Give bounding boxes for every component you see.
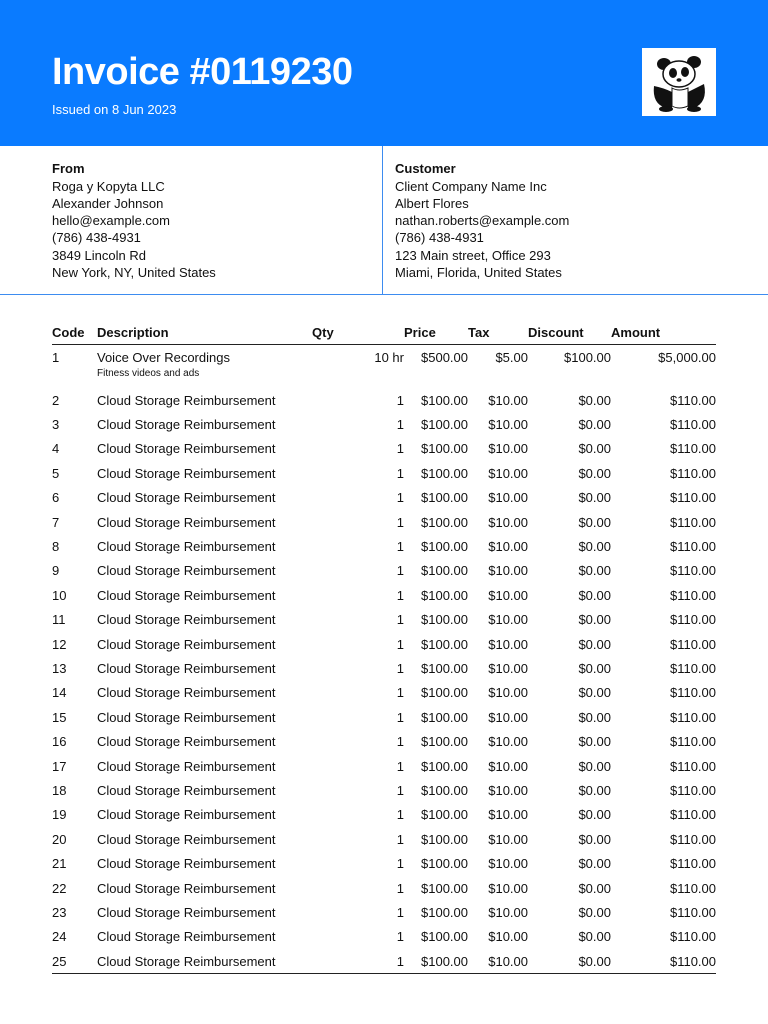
cell-amount: $110.00 xyxy=(669,709,716,725)
invoice-header xyxy=(0,0,768,146)
cell-qty: 1 xyxy=(396,660,404,676)
item-description: Voice Over Recordings xyxy=(97,350,230,365)
cell-description: Cloud Storage Reimbursement xyxy=(97,636,276,652)
from-name: Alexander Johnson xyxy=(52,196,164,211)
customer-email: nathan.roberts@example.com xyxy=(395,213,570,228)
cell-discount: $0.00 xyxy=(578,904,611,920)
table-row xyxy=(52,803,716,827)
cell-price: $100.00 xyxy=(421,441,468,457)
from-email: hello@example.com xyxy=(52,213,170,228)
table-row xyxy=(52,608,716,632)
table-row xyxy=(52,534,716,558)
cell-tax: $10.00 xyxy=(488,441,528,457)
cell-description: Cloud Storage Reimbursement xyxy=(97,807,276,823)
cell-tax: $10.00 xyxy=(488,807,528,823)
cell-qty: 1 xyxy=(396,465,404,481)
cell-qty: 1 xyxy=(396,709,404,725)
customer-phone: (786) 438-4931 xyxy=(395,230,484,245)
cell-description: Cloud Storage Reimbursement xyxy=(97,539,276,555)
cell-amount: $110.00 xyxy=(669,904,716,920)
cell-tax: $10.00 xyxy=(488,904,528,920)
cell-amount: $110.00 xyxy=(669,392,716,408)
header-description: Description xyxy=(97,320,312,345)
table-row xyxy=(52,705,716,729)
cell-tax: $10.00 xyxy=(488,417,528,433)
header-price: Price xyxy=(404,320,468,345)
cell-price: $100.00 xyxy=(421,929,468,945)
cell-discount: $0.00 xyxy=(578,539,611,555)
cell-description: Cloud Storage Reimbursement xyxy=(97,782,276,798)
table-row xyxy=(52,559,716,583)
cell-discount: $0.00 xyxy=(578,929,611,945)
cell-code: 6 xyxy=(52,490,60,506)
cell-qty: 1 xyxy=(396,392,404,408)
cell-code: 8 xyxy=(52,539,60,555)
cell-code: 21 xyxy=(52,856,67,872)
cell-qty: 1 xyxy=(396,685,404,701)
cell-code: 19 xyxy=(52,807,67,823)
cell-discount: $0.00 xyxy=(578,880,611,896)
cell-tax: $5.00 xyxy=(495,350,528,365)
from-phone: (786) 438-4931 xyxy=(52,230,141,245)
cell-tax: $10.00 xyxy=(488,929,528,945)
customer-heading: Customer xyxy=(395,161,456,176)
cell-price: $100.00 xyxy=(421,831,468,847)
cell-discount: $0.00 xyxy=(578,392,611,408)
cell-tax: $10.00 xyxy=(488,685,528,701)
cell-discount: $0.00 xyxy=(578,441,611,457)
cell-description: Cloud Storage Reimbursement xyxy=(97,465,276,481)
cell-tax: $10.00 xyxy=(488,758,528,774)
from-block xyxy=(52,160,216,281)
cell-discount: $0.00 xyxy=(578,465,611,481)
cell-amount: $110.00 xyxy=(669,807,716,823)
cell-description: Cloud Storage Reimbursement xyxy=(97,856,276,872)
cell-description: Cloud Storage Reimbursement xyxy=(97,734,276,750)
cell-description: Cloud Storage Reimbursement xyxy=(97,685,276,701)
cell-discount: $0.00 xyxy=(578,685,611,701)
cell-tax: $10.00 xyxy=(488,587,528,603)
cell-code: 22 xyxy=(52,880,67,896)
table-row xyxy=(52,900,716,924)
table-row xyxy=(52,632,716,656)
cell-code: 4 xyxy=(52,441,60,457)
cell-amount: $110.00 xyxy=(669,441,716,457)
cell-discount: $0.00 xyxy=(578,587,611,603)
cell-tax: $10.00 xyxy=(488,563,528,579)
cell-amount: $110.00 xyxy=(669,563,716,579)
cell-description xyxy=(97,345,312,389)
cell-code: 3 xyxy=(52,417,60,433)
cell-discount: $0.00 xyxy=(578,856,611,872)
customer-address-line2: Miami, Florida, United States xyxy=(395,265,562,280)
cell-code: 20 xyxy=(52,831,67,847)
customer-company: Client Company Name Inc xyxy=(395,179,547,194)
cell-price: $100.00 xyxy=(421,587,468,603)
cell-tax: $10.00 xyxy=(488,880,528,896)
cell-qty: 1 xyxy=(396,612,404,628)
cell-code: 24 xyxy=(52,929,67,945)
table-row xyxy=(52,754,716,778)
cell-price: $100.00 xyxy=(421,758,468,774)
cell-qty: 1 xyxy=(396,514,404,530)
cell-tax: $10.00 xyxy=(488,856,528,872)
cell-amount: $110.00 xyxy=(669,660,716,676)
cell-qty: 10 hr xyxy=(374,350,404,365)
cell-tax: $10.00 xyxy=(488,490,528,506)
cell-description: Cloud Storage Reimbursement xyxy=(97,758,276,774)
table-row xyxy=(52,876,716,900)
cell-price: $100.00 xyxy=(421,417,468,433)
cell-description: Cloud Storage Reimbursement xyxy=(97,880,276,896)
from-address-line1: 3849 Lincoln Rd xyxy=(52,248,146,263)
cell-discount: $0.00 xyxy=(578,709,611,725)
cell-amount: $110.00 xyxy=(669,734,716,750)
cell-discount: $0.00 xyxy=(578,417,611,433)
table-body xyxy=(52,345,716,974)
from-address-line2: New York, NY, United States xyxy=(52,265,216,280)
header-amount: Amount xyxy=(611,320,716,345)
table-row xyxy=(52,729,716,753)
invoice-title: Invoice #0119230 xyxy=(52,51,353,93)
cell-code: 5 xyxy=(52,465,60,481)
table-row xyxy=(52,778,716,802)
cell-price: $100.00 xyxy=(421,490,468,506)
issue-date: Issued on 8 Jun 2023 xyxy=(52,102,177,117)
cell-price: $100.00 xyxy=(421,636,468,652)
cell-amount: $110.00 xyxy=(669,856,716,872)
cell-discount: $0.00 xyxy=(578,514,611,530)
table-header-row xyxy=(52,320,716,345)
cell-qty: 1 xyxy=(396,734,404,750)
cell-price: $100.00 xyxy=(421,856,468,872)
cell-description: Cloud Storage Reimbursement xyxy=(97,514,276,530)
cell-qty: 1 xyxy=(396,636,404,652)
cell-amount: $110.00 xyxy=(669,831,716,847)
cell-tax: $10.00 xyxy=(488,660,528,676)
cell-price: $100.00 xyxy=(421,904,468,920)
cell-qty: 1 xyxy=(312,949,404,974)
cell-discount: $0.00 xyxy=(578,782,611,798)
cell-amount: $110.00 xyxy=(669,514,716,530)
cell-code: 25 xyxy=(52,949,97,974)
cell-tax: $10.00 xyxy=(488,612,528,628)
cell-qty: 1 xyxy=(396,490,404,506)
cell-amount: $110.00 xyxy=(669,612,716,628)
cell-discount: $0.00 xyxy=(578,734,611,750)
cell-amount: $110.00 xyxy=(669,417,716,433)
cell-price: $100.00 xyxy=(404,949,468,974)
cell-code: 11 xyxy=(52,612,66,628)
cell-price: $100.00 xyxy=(421,709,468,725)
cell-price: $100.00 xyxy=(421,514,468,530)
cell-code: 17 xyxy=(52,758,67,774)
cell-description: Cloud Storage Reimbursement xyxy=(97,417,276,433)
from-heading: From xyxy=(52,161,85,176)
cell-amount: $110.00 xyxy=(669,685,716,701)
cell-qty: 1 xyxy=(396,587,404,603)
cell-code: 14 xyxy=(52,685,67,701)
cell-discount: $0.00 xyxy=(528,949,611,974)
cell-code: 9 xyxy=(52,563,60,579)
cell-amount: $110.00 xyxy=(669,539,716,555)
cell-code: 13 xyxy=(52,660,67,676)
header-tax: Tax xyxy=(468,320,528,345)
table-row xyxy=(52,583,716,607)
cell-code: 23 xyxy=(52,904,67,920)
cell-tax: $10.00 xyxy=(488,392,528,408)
cell-price: $100.00 xyxy=(421,563,468,579)
cell-qty: 1 xyxy=(396,880,404,896)
cell-amount: $110.00 xyxy=(611,949,716,974)
cell-discount: $0.00 xyxy=(578,563,611,579)
cell-tax: $10.00 xyxy=(488,709,528,725)
customer-name: Albert Flores xyxy=(395,196,469,211)
cell-discount: $0.00 xyxy=(578,660,611,676)
cell-qty: 1 xyxy=(396,904,404,920)
cell-tax: $10.00 xyxy=(488,465,528,481)
cell-description: Cloud Storage Reimbursement xyxy=(97,949,312,974)
header-code: Code xyxy=(52,320,97,345)
cell-code: 16 xyxy=(52,734,67,750)
cell-amount: $110.00 xyxy=(669,929,716,945)
cell-code: 18 xyxy=(52,782,67,798)
table-row xyxy=(52,486,716,510)
cell-discount: $0.00 xyxy=(578,807,611,823)
cell-price: $100.00 xyxy=(421,782,468,798)
cell-amount: $110.00 xyxy=(669,465,716,481)
table-row xyxy=(52,656,716,680)
cell-code: 2 xyxy=(52,392,60,408)
cell-description: Cloud Storage Reimbursement xyxy=(97,904,276,920)
cell-amount: $110.00 xyxy=(669,880,716,896)
cell-price: $100.00 xyxy=(421,465,468,481)
cell-description: Cloud Storage Reimbursement xyxy=(97,612,276,628)
cell-qty: 1 xyxy=(396,563,404,579)
cell-qty: 1 xyxy=(396,441,404,457)
cell-tax: $10.00 xyxy=(488,734,528,750)
table-row xyxy=(52,510,716,534)
table-row xyxy=(52,461,716,485)
cell-discount: $0.00 xyxy=(578,612,611,628)
section-divider xyxy=(382,146,383,294)
table-row xyxy=(52,681,716,705)
cell-description: Cloud Storage Reimbursement xyxy=(97,441,276,457)
cell-description: Cloud Storage Reimbursement xyxy=(97,392,276,408)
cell-qty: 1 xyxy=(396,539,404,555)
cell-discount: $0.00 xyxy=(578,831,611,847)
header-discount: Discount xyxy=(528,320,611,345)
from-company: Roga y Kopyta LLC xyxy=(52,179,165,194)
cell-tax: $10.00 xyxy=(488,831,528,847)
cell-price: $100.00 xyxy=(421,880,468,896)
table-row xyxy=(52,345,716,389)
cell-discount: $0.00 xyxy=(578,758,611,774)
cell-code: 10 xyxy=(52,587,67,603)
cell-description: Cloud Storage Reimbursement xyxy=(97,709,276,725)
cell-price: $100.00 xyxy=(421,734,468,750)
cell-description: Cloud Storage Reimbursement xyxy=(97,831,276,847)
table-row xyxy=(52,437,716,461)
cell-code: 12 xyxy=(52,636,67,652)
table-row xyxy=(52,851,716,875)
cell-tax: $10.00 xyxy=(488,514,528,530)
cell-qty: 1 xyxy=(396,417,404,433)
cell-price: $100.00 xyxy=(421,660,468,676)
parties-section xyxy=(0,146,768,295)
cell-description: Cloud Storage Reimbursement xyxy=(97,563,276,579)
cell-code: 1 xyxy=(52,350,60,365)
table-row xyxy=(52,925,716,949)
cell-qty: 1 xyxy=(396,782,404,798)
cell-amount: $110.00 xyxy=(669,490,716,506)
table-row xyxy=(52,827,716,851)
cell-discount: $0.00 xyxy=(578,490,611,506)
cell-price: $100.00 xyxy=(421,685,468,701)
cell-description: Cloud Storage Reimbursement xyxy=(97,929,276,945)
customer-block xyxy=(395,160,569,281)
cell-qty: 1 xyxy=(396,807,404,823)
cell-description: Cloud Storage Reimbursement xyxy=(97,490,276,506)
cell-price: $100.00 xyxy=(421,807,468,823)
cell-amount: $110.00 xyxy=(669,587,716,603)
cell-price: $100.00 xyxy=(421,612,468,628)
cell-code: 7 xyxy=(52,514,60,530)
cell-qty: 1 xyxy=(396,758,404,774)
cell-price: $100.00 xyxy=(421,539,468,555)
customer-address-line1: 123 Main street, Office 293 xyxy=(395,248,551,263)
cell-price: $500.00 xyxy=(421,350,468,365)
cell-tax: $10.00 xyxy=(468,949,528,974)
cell-amount: $110.00 xyxy=(669,782,716,798)
cell-price: $100.00 xyxy=(421,392,468,408)
line-items-table xyxy=(52,320,716,974)
cell-amount: $5,000.00 xyxy=(658,350,716,365)
table-row xyxy=(52,412,716,436)
cell-discount: $0.00 xyxy=(578,636,611,652)
panda-logo-icon xyxy=(642,48,716,116)
cell-amount: $110.00 xyxy=(669,758,716,774)
cell-discount: $100.00 xyxy=(564,350,611,365)
cell-code: 15 xyxy=(52,709,67,725)
cell-tax: $10.00 xyxy=(488,636,528,652)
cell-tax: $10.00 xyxy=(488,539,528,555)
cell-tax: $10.00 xyxy=(488,782,528,798)
header-qty: Qty xyxy=(312,320,404,345)
cell-description: Cloud Storage Reimbursement xyxy=(97,660,276,676)
table-row xyxy=(52,388,716,412)
table-row xyxy=(52,949,716,974)
cell-amount: $110.00 xyxy=(669,636,716,652)
item-note: Fitness videos and ads xyxy=(97,368,200,379)
cell-qty: 1 xyxy=(396,856,404,872)
cell-qty: 1 xyxy=(396,831,404,847)
cell-qty: 1 xyxy=(396,929,404,945)
cell-description: Cloud Storage Reimbursement xyxy=(97,587,276,603)
